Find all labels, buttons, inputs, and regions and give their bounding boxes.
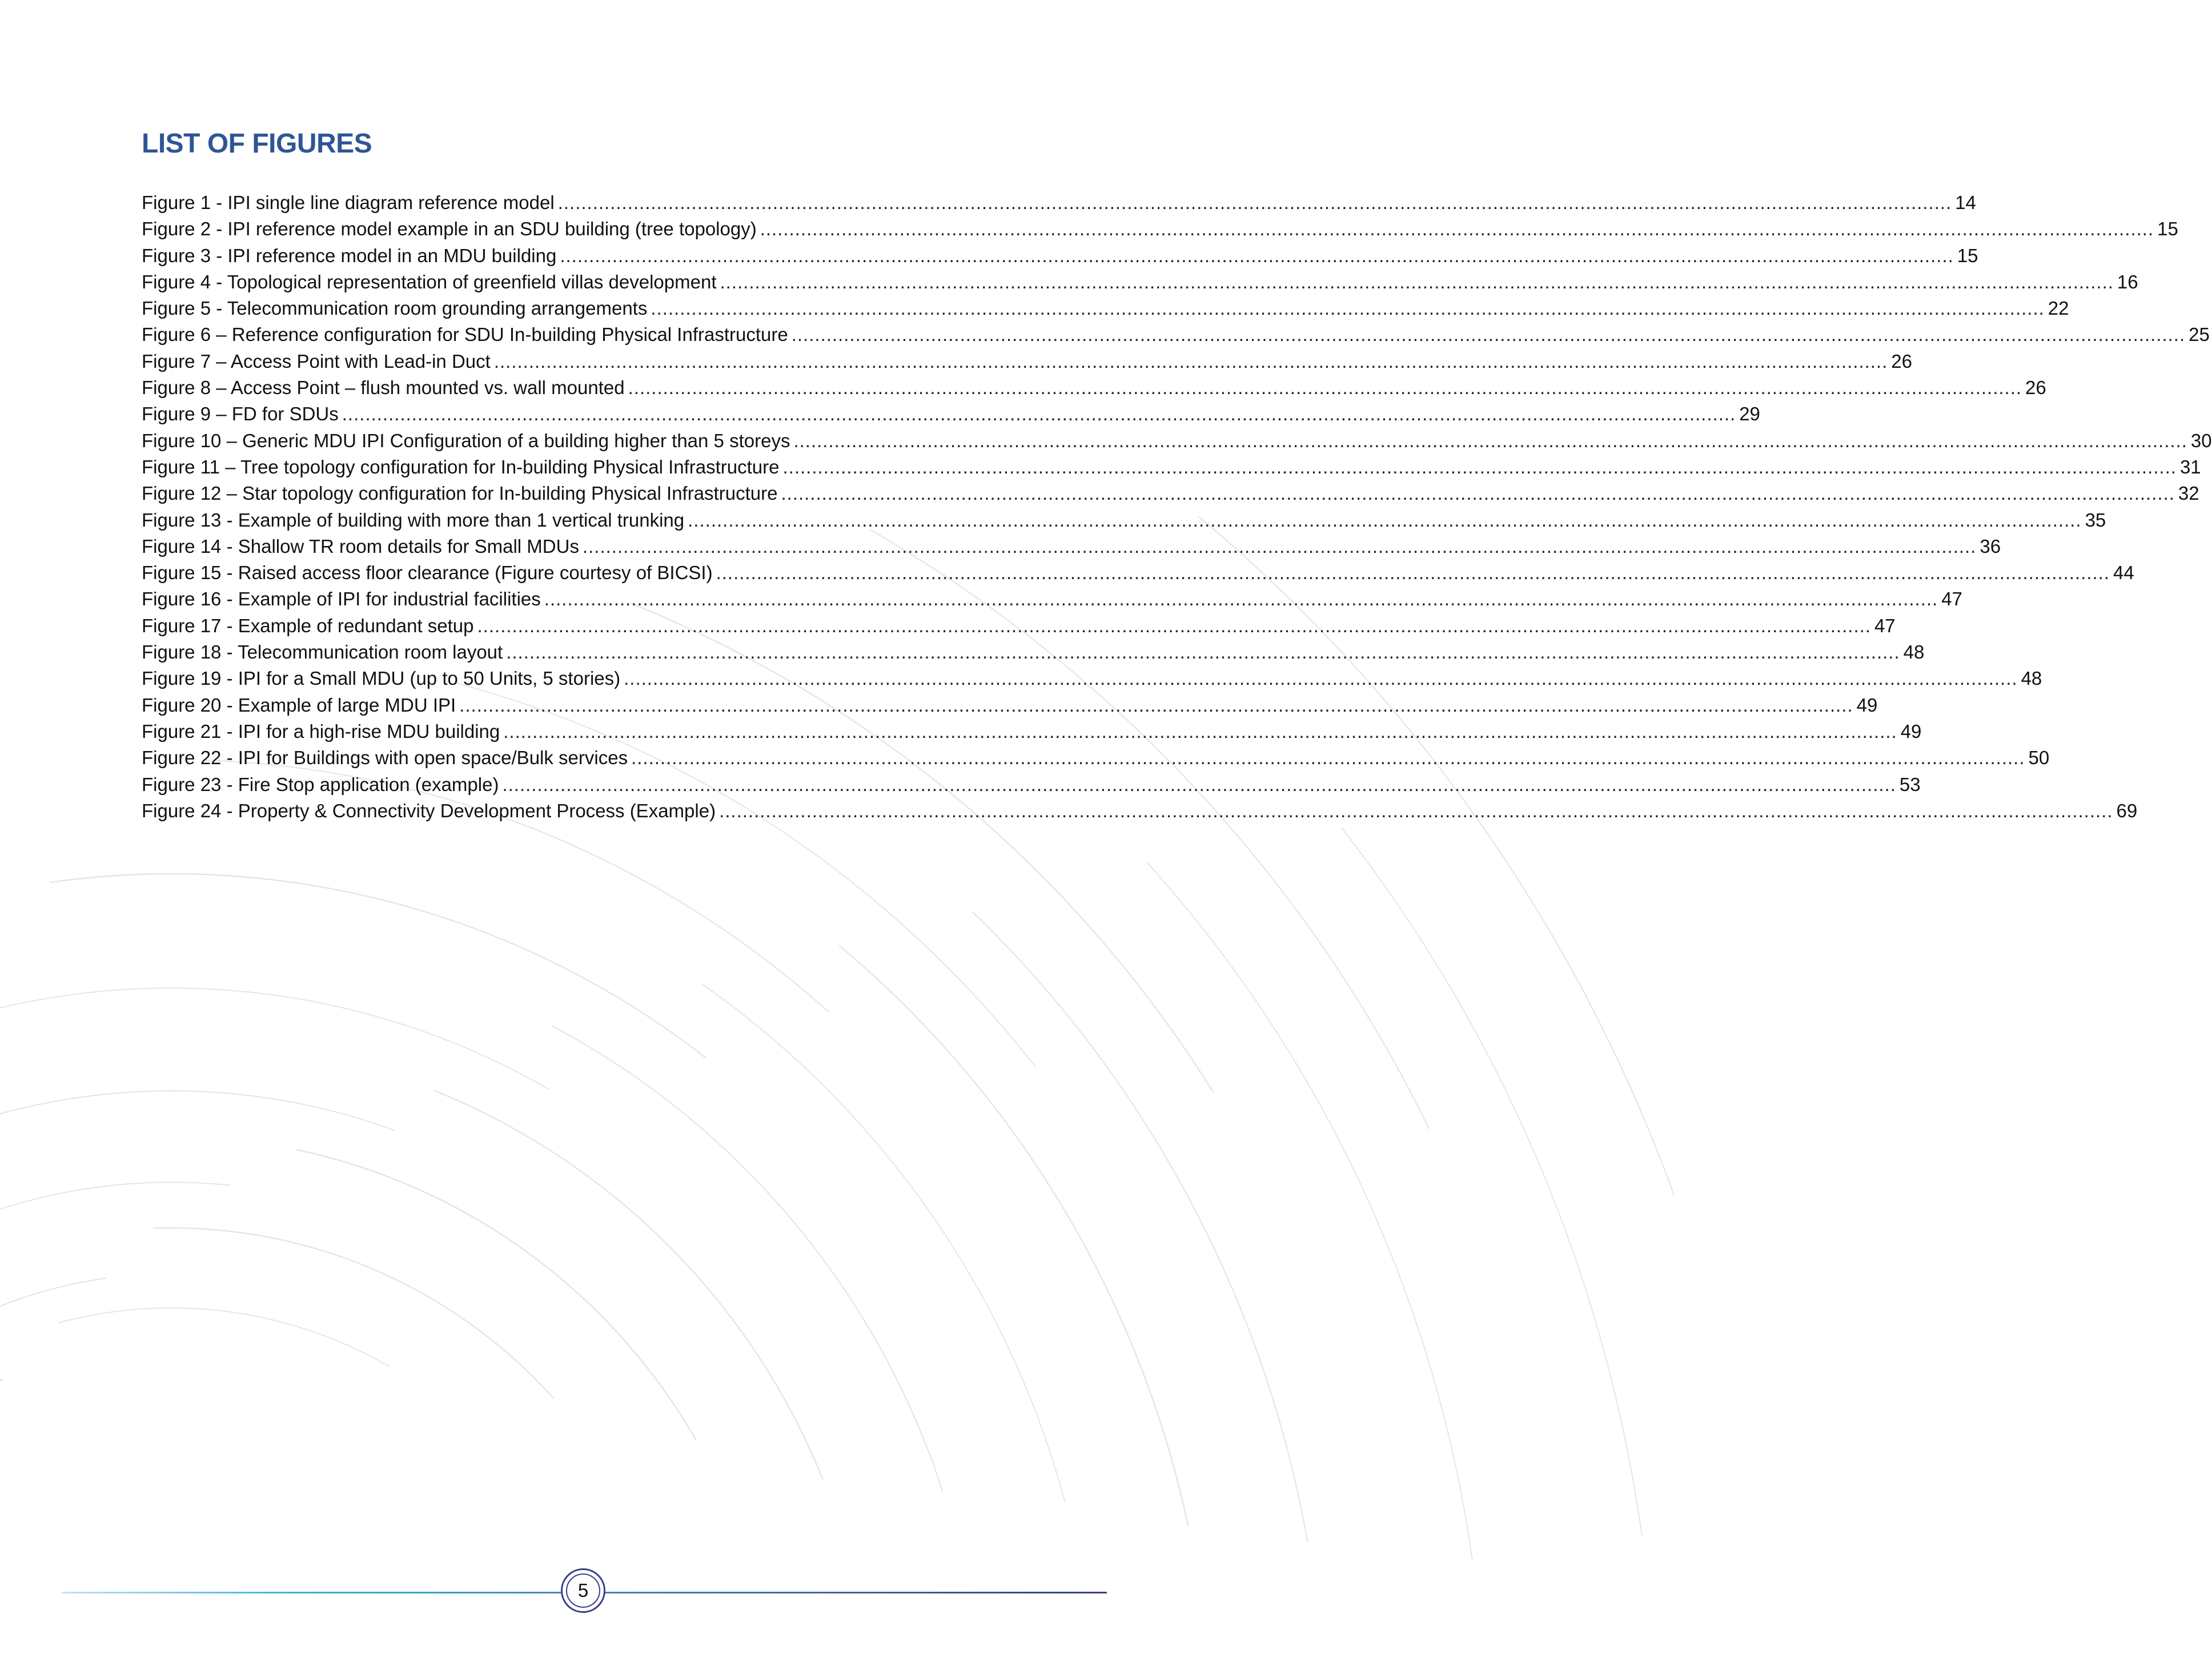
page-number: 5 — [577, 1580, 589, 1601]
dot-leader — [760, 218, 2154, 240]
dot-leader — [503, 721, 1897, 742]
figure-entry-page-number: 32 — [2178, 483, 2199, 504]
figure-entry-label: Figure 5 - Telecommunication room grounding arrangements — [142, 298, 648, 319]
background-arc — [435, 1091, 823, 1479]
figure-entry-label: Figure 15 - Raised access floor clearance (Figure courtesy of BICSI) — [142, 562, 713, 584]
figure-entry-label: Figure 19 - IPI for a Small MDU (up to 50 Units, 5 stories) — [142, 668, 621, 689]
figure-entry[interactable] — [142, 377, 2046, 403]
background-arc — [0, 1380, 2, 1605]
figure-entry[interactable] — [142, 509, 2106, 536]
dot-leader — [719, 800, 2113, 822]
figure-entry-page-number: 44 — [2113, 562, 2134, 584]
figure-entry-page-number: 50 — [2028, 747, 2050, 769]
figure-entry-page-number: 49 — [1856, 694, 1878, 716]
figure-entry-label: Figure 13 - Example of building with more than 1 vertical trunking — [142, 509, 685, 531]
background-arc — [0, 1091, 394, 1178]
background-arc — [51, 874, 706, 1058]
figure-entry-label: Figure 23 - Fire Stop application (example) — [142, 773, 499, 795]
figure-entry-page-number: 47 — [1874, 615, 1896, 636]
figure-entry-label: Figure 10 – Generic MDU IPI Configuration of a building higher than 5 storeys — [142, 429, 790, 451]
figure-entry-label: Figure 11 – Tree topology configuration for In-building Physical Infrastructure — [142, 456, 780, 477]
figure-entry-page-number: 31 — [2179, 456, 2201, 477]
figure-entry-page-number: 30 — [2190, 429, 2212, 451]
dot-leader — [342, 403, 1736, 425]
dot-leader — [781, 483, 2174, 504]
dot-leader — [459, 694, 1853, 716]
background-arc — [1342, 828, 1642, 1535]
figure-entry[interactable] — [142, 324, 2210, 350]
dot-leader — [716, 562, 2110, 584]
background-arc — [154, 1228, 553, 1398]
figure-entry-label: Figure 21 - IPI for a high-rise MDU building — [142, 720, 500, 742]
dot-leader — [544, 588, 1938, 610]
dot-leader — [506, 641, 1900, 663]
figure-entry[interactable] — [142, 429, 2212, 456]
figure-entry[interactable] — [142, 588, 1962, 615]
figure-entry-page-number: 25 — [2189, 324, 2210, 346]
figure-entry[interactable] — [142, 483, 2199, 509]
dot-leader — [793, 430, 2187, 452]
figure-entry-page-number: 29 — [1739, 403, 1760, 425]
figure-entry-page-number: 36 — [1980, 535, 2001, 557]
dot-leader — [477, 615, 1871, 637]
background-arc — [0, 988, 548, 1089]
figure-entry[interactable] — [142, 773, 1921, 800]
figure-entry[interactable] — [142, 192, 1976, 218]
dot-leader — [688, 509, 2081, 531]
figure-entry[interactable] — [142, 641, 1925, 668]
dot-leader — [624, 668, 2017, 689]
figure-entry-page-number: 48 — [1903, 641, 1925, 663]
figure-entry-page-number: 15 — [1957, 244, 1978, 266]
dot-leader — [783, 456, 2177, 478]
figure-entry-page-number: 22 — [2048, 298, 2069, 319]
figure-entry-label: Figure 1 - IPI single line diagram reference model — [142, 192, 555, 213]
figure-entry[interactable] — [142, 218, 2178, 244]
figure-entry-label: Figure 20 - Example of large MDU IPI — [142, 694, 456, 716]
background-arc — [552, 1026, 943, 1491]
dot-leader — [502, 774, 1896, 796]
figure-entry-label: Figure 4 - Topological representation of greenfield villas development — [142, 271, 717, 292]
figure-entry[interactable] — [142, 350, 1912, 377]
dot-leader — [651, 298, 2044, 319]
dot-leader — [792, 324, 2185, 346]
figure-entry[interactable] — [142, 668, 2042, 694]
background-arc — [0, 1278, 106, 1474]
figure-entry[interactable] — [142, 615, 1896, 641]
figure-entry-page-number: 15 — [2157, 218, 2178, 240]
figure-entry-label: Figure 18 - Telecommunication room layout — [142, 641, 503, 663]
background-arc — [297, 1150, 696, 1439]
figure-entry-label: Figure 8 – Access Point – flush mounted vs. wall mounted — [142, 377, 625, 399]
figure-entry-page-number: 49 — [1900, 720, 1922, 742]
figure-entry[interactable] — [142, 298, 2069, 324]
dot-leader — [720, 271, 2113, 293]
figure-entry-label: Figure 9 – FD for SDUs — [142, 403, 339, 425]
figure-entry-page-number: 35 — [2085, 509, 2106, 531]
dot-leader — [583, 536, 1976, 557]
figure-entry-page-number: 47 — [1941, 588, 1962, 610]
figure-entry-page-number: 26 — [1891, 350, 1912, 372]
figure-entry[interactable] — [142, 535, 2001, 562]
background-arc — [702, 984, 1065, 1503]
background-arc — [973, 912, 1307, 1541]
figure-entry-label: Figure 12 – Star topology configuration for In-building Physical Infrastructure — [142, 483, 778, 504]
figure-entry-label: Figure 16 - Example of IPI for industrial facilities — [142, 588, 541, 610]
figure-entry-label: Figure 3 - IPI reference model in an MDU building — [142, 244, 557, 266]
figure-entry-page-number: 48 — [2021, 668, 2042, 689]
dot-leader — [560, 245, 1953, 267]
figure-entry-label: Figure 7 – Access Point with Lead-in Duct — [142, 350, 491, 372]
figure-entry[interactable] — [142, 271, 2138, 298]
dot-leader — [628, 377, 2022, 399]
figure-entry[interactable] — [142, 800, 2138, 826]
figure-entry-label: Figure 6 – Reference configuration for SDU In-building Physical Infrastructure — [142, 324, 788, 346]
figure-entry-label: Figure 2 - IPI reference model example in an SDU building (tree topology) — [142, 218, 757, 240]
background-arc — [840, 946, 1188, 1526]
figure-entry-page-number: 69 — [2116, 800, 2138, 821]
figure-entry-label: Figure 17 - Example of redundant setup — [142, 615, 474, 636]
figure-entry-page-number: 14 — [1955, 192, 1976, 213]
figure-entry[interactable] — [142, 244, 1978, 271]
background-arc — [59, 1308, 388, 1366]
figure-entry[interactable] — [142, 403, 1760, 429]
background-arc — [0, 1182, 230, 1326]
figure-list — [142, 192, 2212, 826]
dot-leader — [631, 747, 2025, 769]
figure-entry[interactable] — [142, 694, 1878, 721]
dot-leader — [558, 192, 1952, 214]
page-number-badge — [561, 1568, 605, 1613]
page-title: LIST OF FIGURES — [142, 129, 372, 159]
figure-entry-label: Figure 24 - Property & Connectivity Development Process (Example) — [142, 800, 716, 821]
figure-entry-label: Figure 22 - IPI for Buildings with open space/Bulk services — [142, 747, 628, 769]
figure-entry-page-number: 53 — [1899, 773, 1921, 795]
figure-entry[interactable] — [142, 562, 2134, 588]
dot-leader — [494, 351, 1888, 372]
figure-entry[interactable] — [142, 747, 2050, 773]
figure-entry[interactable] — [142, 720, 1922, 747]
figure-entry-page-number: 16 — [2117, 271, 2138, 292]
figure-entry-page-number: 26 — [2025, 377, 2046, 399]
figure-entry-label: Figure 14 - Shallow TR room details for Small MDUs — [142, 535, 579, 557]
figure-entry[interactable] — [142, 456, 2201, 483]
